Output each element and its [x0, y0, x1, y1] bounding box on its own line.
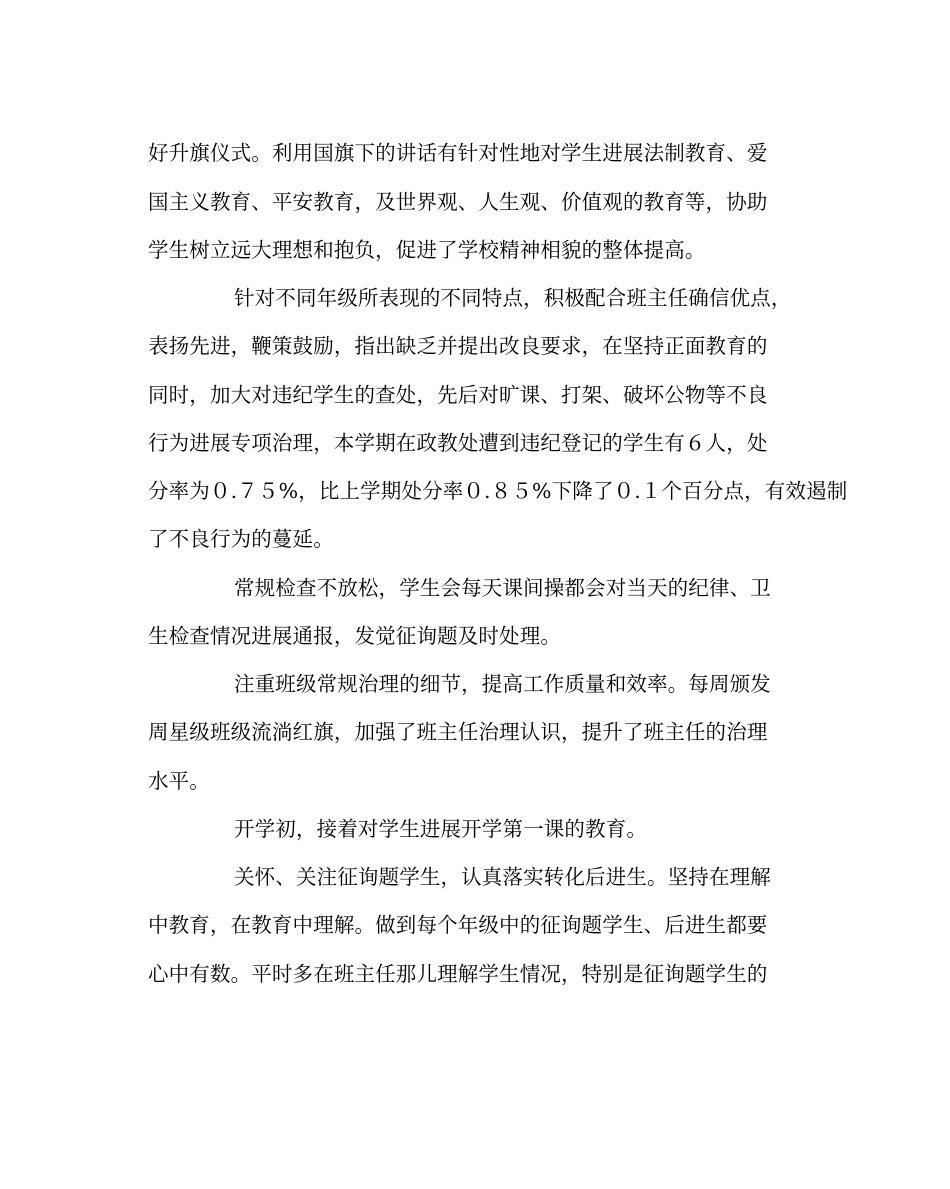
paragraph-first-line: 针对不同年级所表现的不同特点，积极配合班主任确信优点，: [234, 286, 792, 310]
text-line: 了不良行为的蔓延。: [148, 527, 334, 551]
text-line: 表扬先进，鞭策鼓励，指出缺乏并提出改良要求，在坚持正面教育的: [148, 334, 768, 358]
paragraph-first-line: 常规检查不放松，学生会每天课间操都会对当天的纪律、卫: [234, 576, 771, 600]
text-line: 学生树立远大理想和抱负，促进了学校精神相貌的整体提高。: [148, 238, 706, 262]
paragraph-first-line: 注重班级常规治理的细节，提高工作质量和效率。每周颁发: [234, 672, 771, 696]
text-line: 好升旗仪式。利用国旗下的讲话有针对性地对学生进展法制教育、爱: [148, 141, 768, 165]
text-line: 水平。: [148, 769, 210, 793]
text-line: 国主义教育、平安教育，及世界观、人生观、价值观的教育等，协助: [148, 190, 768, 214]
text-line: 周星级班级流淌红旗，加强了班主任治理认识，提升了班主任的治理: [148, 720, 768, 744]
text-line: 行为进展专项治理，本学期在政教处遭到违纪登记的学生有６人，处: [148, 431, 768, 455]
text-line: 同时，加大对违纪学生的查处，先后对旷课、打架、破坏公物等不良: [148, 383, 768, 407]
paragraph-first-line: 开学初，接着对学生进展开学第一课的教育。: [234, 817, 647, 841]
text-line: 生检查情况进展通报，发觉征询题及时处理。: [148, 624, 561, 648]
paragraph-first-line: 关怀、关注征询题学生，认真落实转化后进生。坚持在理解: [234, 865, 771, 889]
text-line: 中教育，在教育中理解。做到每个年级中的征询题学生、后进生都要: [148, 913, 768, 937]
text-line: 心中有数。平时多在班主任那儿理解学生情况，特别是征询题学生的: [148, 962, 768, 986]
text-line: 分率为０.７５%，比上学期处分率０.８５%下降了０.１个百分点，有效遏制: [148, 479, 848, 503]
